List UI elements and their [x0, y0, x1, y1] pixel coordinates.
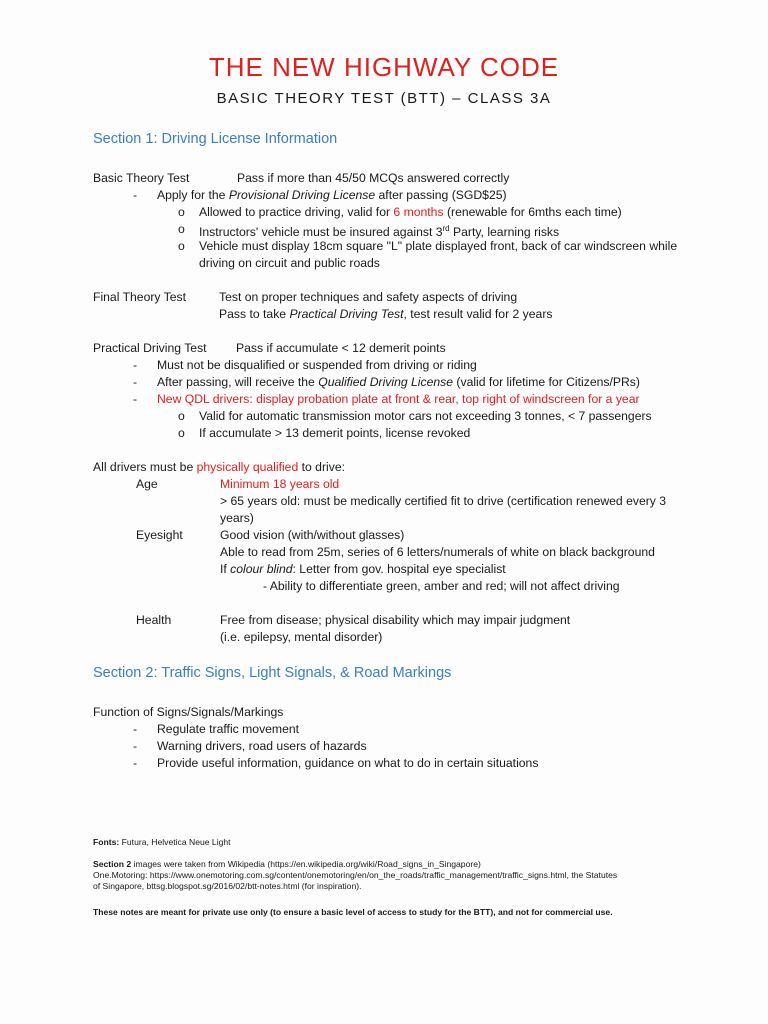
age-line-3: years)	[220, 511, 254, 525]
pdt-item-3: New QDL drivers: display probation plate at front & rear, top right of windscreen for a year	[157, 392, 640, 406]
drivers-intro: All drivers must be physically qualified to drive:	[93, 460, 345, 474]
section-2-item-2: Warning drivers, road users of hazards	[157, 739, 367, 753]
list-dash: -	[133, 375, 138, 389]
bullet-marker: o	[178, 222, 185, 236]
pdt-item-1: Must not be disqualified or suspended from driving or riding	[157, 358, 477, 372]
btt-apply-dash: -	[133, 188, 138, 202]
btt-apply-line: Apply for the Provisional Driving License after passing (SGD$25)	[157, 188, 507, 202]
btt-bullet-2: Instructors' vehicle must be insured against 3rd Party, learning risks	[199, 224, 560, 240]
sources-line-3: of Singapore, bttsg.blogspot.sg/2016/02/btt-notes.html (for inspiration).	[93, 881, 362, 891]
bullet-marker: o	[178, 239, 185, 253]
btt-bullet-1: Allowed to practice driving, valid for 6 months (renewable for 6mths each time)	[199, 205, 622, 219]
eyesight-line-1: Good vision (with/without glasses)	[220, 528, 405, 542]
bullet-marker: o	[178, 409, 185, 423]
list-dash: -	[133, 392, 138, 406]
btt-description: Pass if more than 45/50 MCQs answered correctly	[237, 171, 510, 185]
ftt-label: Final Theory Test	[93, 290, 187, 304]
eyesight-line-2: Able to read from 25m, series of 6 letters/numerals of white on black background	[220, 545, 655, 559]
eyesight-label: Eyesight	[136, 528, 183, 542]
eyesight-line-4: - Ability to differentiate green, amber and red; will not affect driving	[263, 579, 620, 593]
btt-bullet-3-line-1: Vehicle must display 18cm square "L" plate displayed front, back of car windscreen while	[199, 239, 678, 253]
ftt-description-2: Pass to take Practical Driving Test, test result valid for 2 years	[219, 307, 553, 321]
fonts-note: Fonts: Futura, Helvetica Neue Light	[93, 837, 231, 847]
section-2-heading: Section 2: Traffic Signs, Light Signals, & Road Markings	[93, 665, 452, 681]
list-dash: -	[133, 722, 138, 736]
pdt-sub-2: If accumulate > 13 demerit points, license revoked	[199, 426, 471, 440]
health-line-1: Free from disease; physical disability which may impair judgment	[220, 613, 571, 627]
document-title: THE NEW HIGHWAY CODE	[208, 52, 560, 82]
list-dash: -	[133, 739, 138, 753]
section-2-item-3: Provide useful information, guidance on what to do in certain situations	[157, 756, 539, 770]
disclaimer: These notes are meant for private use only (to ensure a basic level of access to study for the BTT), and not for commercial use.	[93, 907, 613, 917]
pdt-description: Pass if accumulate < 12 demerit points	[236, 341, 446, 355]
ftt-description-1: Test on proper techniques and safety aspects of driving	[219, 290, 518, 304]
age-line-1: Minimum 18 years old	[220, 477, 340, 491]
btt-bullet-3-line-2: driving on circuit and public roads	[199, 256, 380, 270]
section-2-intro: Function of Signs/Signals/Markings	[93, 705, 284, 719]
bullet-marker: o	[178, 426, 185, 440]
pdt-sub-1: Valid for automatic transmission motor cars not exceeding 3 tonnes, < 7 passengers	[199, 409, 652, 423]
pdt-item-2: After passing, will receive the Qualified Driving License (valid for lifetime for Citizens/PRs)	[157, 375, 640, 389]
sources-line-1: Section 2 images were taken from Wikipedia (https://en.wikipedia.org/wiki/Road_signs_in_Singapore)	[93, 859, 481, 869]
bullet-marker: o	[178, 205, 185, 219]
list-dash: -	[133, 358, 138, 372]
health-line-2: (i.e. epilepsy, mental disorder)	[220, 630, 383, 644]
section-1-heading: Section 1: Driving License Information	[93, 131, 338, 147]
btt-label: Basic Theory Test	[93, 171, 190, 185]
eyesight-line-3: If colour blind: Letter from gov. hospital eye specialist	[220, 562, 506, 576]
age-line-2: > 65 years old: must be medically certified fit to drive (certification renewed every 3	[220, 494, 667, 508]
list-dash: -	[133, 756, 138, 770]
pdt-label: Practical Driving Test	[93, 341, 207, 355]
document-subtitle: BASIC THEORY TEST (BTT) – CLASS 3A	[216, 90, 552, 107]
age-label: Age	[136, 477, 158, 491]
health-label: Health	[136, 613, 172, 627]
sources-line-2: One.Motoring: https://www.onemotoring.com.sg/content/onemotoring/en/on_the_roads/traffic_management/traffic_signs.html, the Statutes	[93, 870, 618, 880]
section-2-item-1: Regulate traffic movement	[157, 722, 300, 736]
